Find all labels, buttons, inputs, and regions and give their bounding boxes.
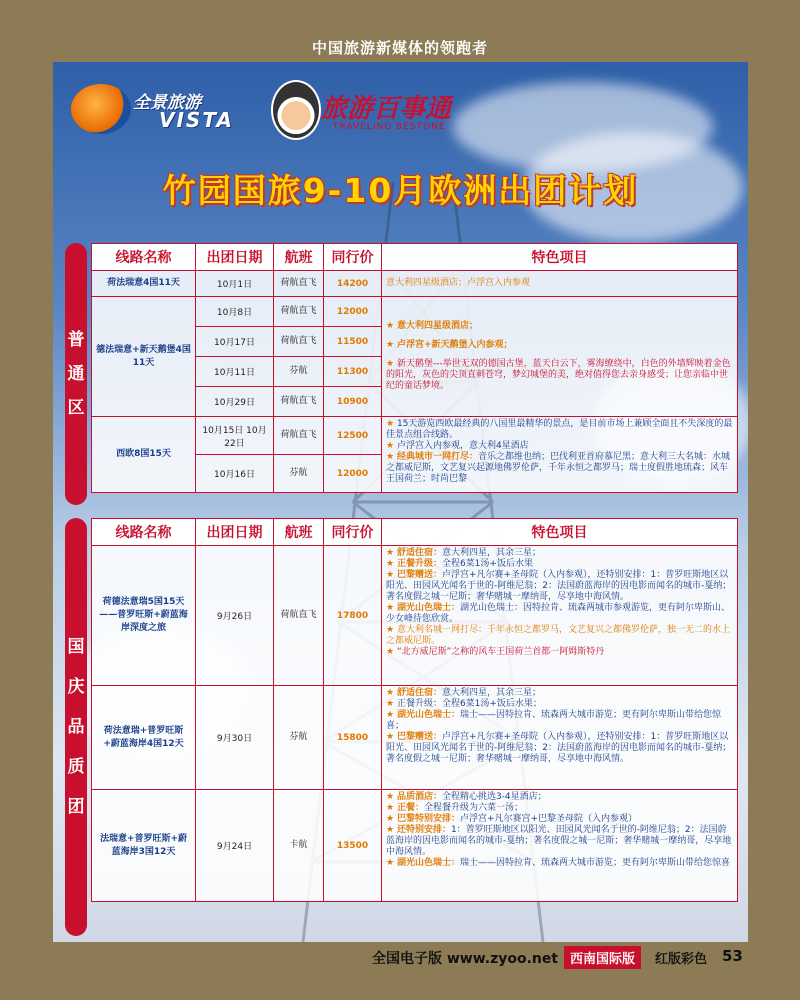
- table-row: [92, 271, 738, 297]
- feature-label: 湖光山色瑞士：: [396, 603, 460, 613]
- star-icon: ★: [386, 858, 397, 868]
- star-icon: ★: [386, 570, 397, 580]
- star-icon: ★: [386, 359, 397, 369]
- bestone-logo-cn: 旅游百事通: [321, 94, 452, 124]
- column-header: 航班: [274, 519, 324, 546]
- column-header: 同行价: [324, 244, 382, 271]
- feature-text: 卢浮宫+新天鹅堡入内参观；: [396, 340, 513, 350]
- feature-text: “北方威尼斯”之称的风车王国荷兰首都一阿姆斯特丹: [396, 647, 605, 657]
- feature-label: 正餐升级：: [396, 559, 442, 569]
- flight: 荷航直飞: [274, 417, 324, 455]
- departure-date: 10月15日 10月22日: [196, 417, 274, 455]
- column-header: 特色项目: [382, 244, 738, 271]
- section-label-char: 庆: [67, 677, 85, 697]
- footer-brand: 西南国际版: [564, 946, 641, 969]
- flight: 荷航直飞: [274, 387, 324, 417]
- price: 12000: [324, 455, 382, 493]
- price: 11500: [324, 327, 382, 357]
- features-cell: [382, 271, 738, 297]
- section-label-char: 质: [67, 757, 85, 777]
- feature-text: 瑞士——因特拉肯、琉森两大城市游览；更有阿尔卑斯山带给您惊喜: [459, 858, 730, 868]
- feature-text: 全程6菜1汤+饭后水果: [441, 559, 533, 569]
- feature-text: 意大利名城一网打尽：千年永恒之都罗马，文艺复兴之都佛罗伦萨，独一无二的水上之都威尼斯。: [386, 625, 730, 646]
- star-icon: ★: [386, 699, 397, 709]
- column-header: 线路名称: [92, 244, 196, 271]
- features-cell: [382, 686, 738, 790]
- feature-line: [386, 814, 733, 825]
- features-cell: [382, 546, 738, 686]
- route-name: 荷法瑞意4国11天: [92, 271, 196, 297]
- feature-label: 经典城市一网打尽：: [396, 452, 478, 462]
- feature-label: 还特别安排：: [396, 825, 451, 835]
- table-header-row: [92, 519, 738, 546]
- feature-line: [386, 603, 733, 625]
- feature-line: [386, 441, 733, 452]
- vista-logo-cn: 全景旅游: [133, 93, 201, 113]
- departure-date: 10月11日: [196, 357, 274, 387]
- feature-text: 卢浮宫+凡尔赛宫+巴黎圣母院（入内参观）: [459, 814, 638, 824]
- route-name: 西欧8国15天: [92, 417, 196, 493]
- flight: 芬航: [274, 686, 324, 790]
- column-header: 线路名称: [92, 519, 196, 546]
- feature-line: [386, 452, 733, 485]
- column-header: 特色项目: [382, 519, 738, 546]
- departure-date: 10月16日: [196, 455, 274, 493]
- star-icon: ★: [386, 792, 397, 802]
- feature-text: 音乐之都维也纳；巴伐利亚首府慕尼黑；意大利三大名城：水城之都威尼斯，文艺复兴起源地佛罗伦萨，千年永恒之都罗马；瑞士度假胜地琉森；风车王国荷兰；时尚巴黎: [386, 452, 730, 484]
- feature-line: [386, 710, 733, 732]
- footer-edition: 全国电子版: [372, 951, 442, 967]
- table-row: [92, 546, 738, 686]
- feature-line: [386, 625, 733, 647]
- feature-line: [386, 803, 733, 814]
- feature-line: [386, 570, 733, 603]
- star-icon: ★: [386, 732, 397, 742]
- price: 15800: [324, 686, 382, 790]
- star-icon: ★: [386, 647, 397, 657]
- feature-line: [386, 792, 733, 803]
- vista-logo-en: VISTA: [159, 108, 234, 132]
- feature-line: [386, 699, 733, 710]
- star-icon: ★: [386, 559, 397, 569]
- table-header-row: [92, 244, 738, 271]
- logo-bar: [71, 74, 471, 144]
- section-label: [65, 243, 87, 505]
- star-icon: ★: [386, 321, 397, 331]
- flight: 荷航直飞: [274, 297, 324, 327]
- feature-text: 新天鹅堡---举世无双的德国古堡，蓝天白云下，雾海缭绕中，白色的外墙辉映着金色的阳光，灰色的尖顶直刺苍穹，梦幻城堡的美，绝对值得您去亲身感受；让您亲临中世纪的童话梦境。: [386, 359, 731, 391]
- flight: 荷航直飞: [274, 546, 324, 686]
- star-icon: ★: [386, 825, 397, 835]
- star-icon: ★: [386, 603, 397, 613]
- feature-line: [386, 732, 733, 765]
- section-national-day: [65, 518, 737, 936]
- price: 10900: [324, 387, 382, 417]
- section-label: [65, 518, 87, 936]
- feature-label: 巴黎特别安排：: [396, 814, 460, 824]
- departure-date: 9月30日: [196, 686, 274, 790]
- star-icon: ★: [386, 441, 397, 451]
- section-label-char: 品: [67, 717, 85, 737]
- bestone-logo-en: TRAVELING BESTONE: [333, 122, 446, 132]
- feature-line: [386, 548, 733, 559]
- feature-label: 湖光山色瑞士：: [396, 710, 460, 720]
- page-number: 53: [722, 947, 743, 965]
- column-header: 航班: [274, 244, 324, 271]
- feature-line: 意大利四星级酒店；卢浮宫入内参观: [386, 278, 531, 288]
- footer-bar: [0, 942, 800, 1000]
- feature-text: 瑞士——因特拉肯、琉森两大城市游览；更有阿尔卑斯山带给您惊喜；: [386, 710, 721, 731]
- table-row: [92, 790, 738, 902]
- features-cell: [382, 297, 738, 417]
- flight: 卡航: [274, 790, 324, 902]
- feature-line: [386, 359, 733, 392]
- feature-line: [386, 858, 733, 869]
- feature-line: [386, 559, 733, 570]
- star-icon: ★: [386, 814, 397, 824]
- star-icon: ★: [386, 340, 397, 350]
- star-icon: ★: [386, 419, 397, 429]
- feature-text: 意大利四星，其余三星；: [441, 548, 541, 558]
- feature-label: 巴黎赠送：: [396, 732, 442, 742]
- star-icon: ★: [386, 452, 397, 462]
- route-name: 德法瑞意+新天鹅堡4国11天: [92, 297, 196, 417]
- table-row: [92, 297, 738, 327]
- price: 11300: [324, 357, 382, 387]
- star-icon: ★: [386, 625, 397, 635]
- flight: 芬航: [274, 357, 324, 387]
- feature-text: 正餐升级：全程6菜1汤+饭后水果；: [396, 699, 542, 709]
- feature-label: 正餐：: [396, 803, 424, 813]
- footer-website: [372, 948, 558, 968]
- route-name: 荷德法意瑞5国15天——普罗旺斯+蔚蓝海岸深度之旅: [92, 546, 196, 686]
- masthead: 中国旅游新媒体的领跑者: [311, 39, 488, 57]
- mascot-icon: [271, 80, 321, 140]
- feature-text: 15天游览西欧最经典的八国里最精华的景点，是目前市场上兼顾全面且不失深度的最佳景点组合线路。: [386, 419, 733, 440]
- section-regular: [65, 243, 737, 505]
- route-table: [91, 518, 738, 902]
- feature-label: 品质酒店：: [396, 792, 442, 802]
- price: 14200: [324, 271, 382, 297]
- price: 17800: [324, 546, 382, 686]
- section-label-char: 普: [67, 330, 85, 350]
- departure-date: 9月26日: [196, 546, 274, 686]
- route-table: [91, 243, 738, 493]
- section-label-char: 区: [67, 398, 85, 418]
- star-icon: ★: [386, 803, 397, 813]
- route-name: 法瑞意+普罗旺斯+蔚蓝海岸3国12天: [92, 790, 196, 902]
- departure-date: 10月17日: [196, 327, 274, 357]
- departure-date: 10月1日: [196, 271, 274, 297]
- flight: 荷航直飞: [274, 271, 324, 297]
- section-label-char: 通: [67, 364, 85, 384]
- feature-label: 湖光山色瑞士：: [396, 858, 460, 868]
- features-cell: [382, 790, 738, 902]
- feature-line: [386, 688, 733, 699]
- price: 12500: [324, 417, 382, 455]
- column-header: 出团日期: [196, 244, 274, 271]
- page-panel: [53, 62, 748, 942]
- features-cell: [382, 417, 738, 493]
- feature-line: [386, 647, 733, 658]
- feature-line: [386, 419, 733, 441]
- price: 12000: [324, 297, 382, 327]
- table-row: [92, 417, 738, 455]
- feature-text: 意大利四星，其余三星；: [441, 688, 541, 698]
- feature-text: 卢浮宫+凡尔赛+圣母院（入内参观），还特别安排：1：普罗旺斯地区以阳光、田园风光闻名于世的-阿维尼翁；2：法国蔚蓝海岸的因电影而闻名的城市-戛纳；著名度假之城一尼斯；奢华赌城一摩纳哥，尽享地中海风情。: [386, 570, 732, 602]
- feature-text: 卢浮宫入内参观，意大利4星酒店: [396, 441, 529, 451]
- page-title: 竹园国旅9-10月欧洲出团计划: [162, 171, 639, 210]
- price: 13500: [324, 790, 382, 902]
- section-label-char: 国: [67, 637, 85, 657]
- feature-text: 全程精心挑选3-4星酒店；: [441, 792, 547, 802]
- star-icon: ★: [386, 710, 397, 720]
- footer-column: 红版彩色: [655, 952, 708, 967]
- table-row: [92, 686, 738, 790]
- feature-label: 舒适住宿：: [396, 688, 442, 698]
- route-name: 荷法意瑞+普罗旺斯+蔚蓝海岸4国12天: [92, 686, 196, 790]
- departure-date: 10月29日: [196, 387, 274, 417]
- feature-line: [386, 321, 733, 332]
- column-header: 同行价: [324, 519, 382, 546]
- feature-text: 意大利四星级酒店；: [396, 321, 478, 331]
- feature-text: 1：普罗旺斯地区以阳光、田园风光闻名于世的-阿维尼翁；2：法国蔚蓝海岸的因电影而闻名的城市-戛纳；著名度假之城一尼斯；奢华赌城一摩纳哥，尽享地中海风情。: [386, 825, 732, 857]
- section-label-char: 团: [67, 797, 85, 817]
- departure-date: 10月8日: [196, 297, 274, 327]
- column-header: 出团日期: [196, 519, 274, 546]
- flight: 芬航: [274, 455, 324, 493]
- vista-logo-icon: [71, 84, 131, 134]
- feature-label: 舒适住宿：: [396, 548, 442, 558]
- feature-line: [386, 825, 733, 858]
- flight: 荷航直飞: [274, 327, 324, 357]
- star-icon: ★: [386, 548, 397, 558]
- star-icon: ★: [386, 688, 397, 698]
- feature-text: 卢浮宫+凡尔赛+圣母院（入内参观），还特别安排：1：普罗旺斯地区以阳光、田园风光闻名于世的-阿维尼翁；2：法国蔚蓝海岸的因电影而闻名的城市-戛纳；著名度假之城一尼斯；奢华赌城一摩纳哥，尽享地中海风情。: [386, 732, 732, 764]
- feature-text: 湖光山色瑞士：因特拉肯、琉森两城市参观游览，更有阿尔卑斯山、少女峰待您欣赏。: [386, 603, 730, 624]
- departure-date: 9月24日: [196, 790, 274, 902]
- feature-text: 全程餐升级为六菜一汤；: [423, 803, 523, 813]
- feature-line: [386, 340, 733, 351]
- website-link[interactable]: www.zyoo.net: [446, 951, 559, 967]
- feature-label: 巴黎赠送：: [396, 570, 442, 580]
